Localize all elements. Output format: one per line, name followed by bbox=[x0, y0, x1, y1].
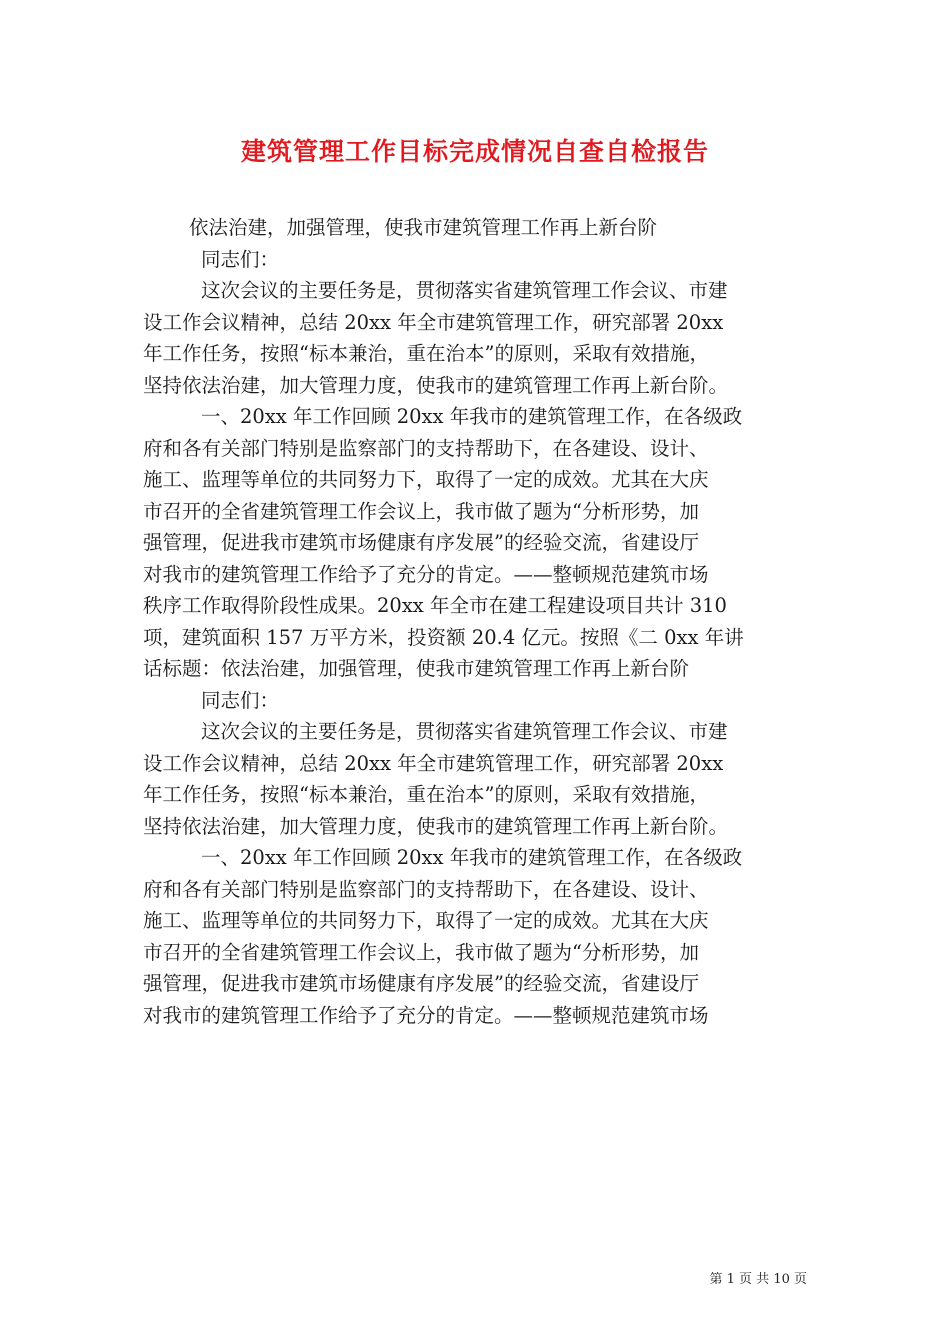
page-number: 第 1 页 共 10 页 bbox=[709, 1272, 807, 1287]
text-line: 这次会议的主要任务是，贯彻落实省建筑管理工作会议、市建 bbox=[201, 279, 728, 302]
text-line: 秩序工作取得阶段性成果。20xx 年全市在建工程建设项目共计 310 bbox=[143, 594, 727, 617]
text-line: 同志们： bbox=[201, 247, 280, 271]
text-line: 一、20xx 年工作回顾 20xx 年我市的建筑管理工作，在各级政 bbox=[201, 405, 743, 428]
text-line: 话标题：依法治建，加强管理，使我市建筑管理工作再上新台阶 bbox=[143, 657, 690, 680]
text-line: 市召开的全省建筑管理工作会议上，我市做了题为“分析形势，加 bbox=[143, 940, 699, 964]
text-line: 坚持依法治建，加大管理力度，使我市的建筑管理工作再上新台阶。 bbox=[143, 373, 729, 397]
text-line: 年工作任务，按照“标本兼治，重在治本”的原则，采取有效措施， bbox=[143, 783, 709, 806]
text-line: 府和各有关部门特别是监察部门的支持帮助下，在各建设、设计、 bbox=[143, 436, 709, 460]
text-line: 坚持依法治建，加大管理力度，使我市的建筑管理工作再上新台阶。 bbox=[143, 814, 729, 838]
text-line: 强管理，促进我市建筑市场健康有序发展”的经验交流，省建设厅 bbox=[143, 531, 699, 554]
text-line: 设工作会议精神，总结 20xx 年全市建筑管理工作，研究部署 20xx bbox=[143, 310, 724, 334]
text-line: 施工、监理等单位的共同努力下，取得了一定的成效。尤其在大庆 bbox=[143, 468, 709, 491]
text-line: 项，建筑面积 157 万平方米，投资额 20.4 亿元。按照《二 0xx 年讲 bbox=[143, 625, 744, 649]
text-line: 府和各有关部门特别是监察部门的支持帮助下，在各建设、设计、 bbox=[143, 877, 709, 901]
document-title: 建筑管理工作目标完成情况自查自检报告 bbox=[240, 137, 709, 166]
text-line: 市召开的全省建筑管理工作会议上，我市做了题为“分析形势，加 bbox=[143, 499, 699, 523]
text-line: 施工、监理等单位的共同努力下，取得了一定的成效。尤其在大庆 bbox=[143, 909, 709, 932]
text-line: 一、20xx 年工作回顾 20xx 年我市的建筑管理工作，在各级政 bbox=[201, 846, 743, 869]
text-line: 对我市的建筑管理工作给予了充分的肯定。——整顿规范建筑市场 bbox=[143, 562, 709, 586]
text-line: 对我市的建筑管理工作给予了充分的肯定。——整顿规范建筑市场 bbox=[143, 1003, 709, 1027]
text-line: 这次会议的主要任务是，贯彻落实省建筑管理工作会议、市建 bbox=[201, 720, 728, 743]
document-body bbox=[143, 212, 810, 1031]
text-line: 强管理，促进我市建筑市场健康有序发展”的经验交流，省建设厅 bbox=[143, 972, 699, 995]
text-line: 年工作任务，按照“标本兼治，重在治本”的原则，采取有效措施， bbox=[143, 342, 709, 365]
text-line: 依法治建，加强管理，使我市建筑管理工作再上新台阶 bbox=[189, 216, 658, 239]
text-line: 设工作会议精神，总结 20xx 年全市建筑管理工作，研究部署 20xx bbox=[143, 751, 724, 775]
text-line: 同志们： bbox=[201, 688, 280, 712]
